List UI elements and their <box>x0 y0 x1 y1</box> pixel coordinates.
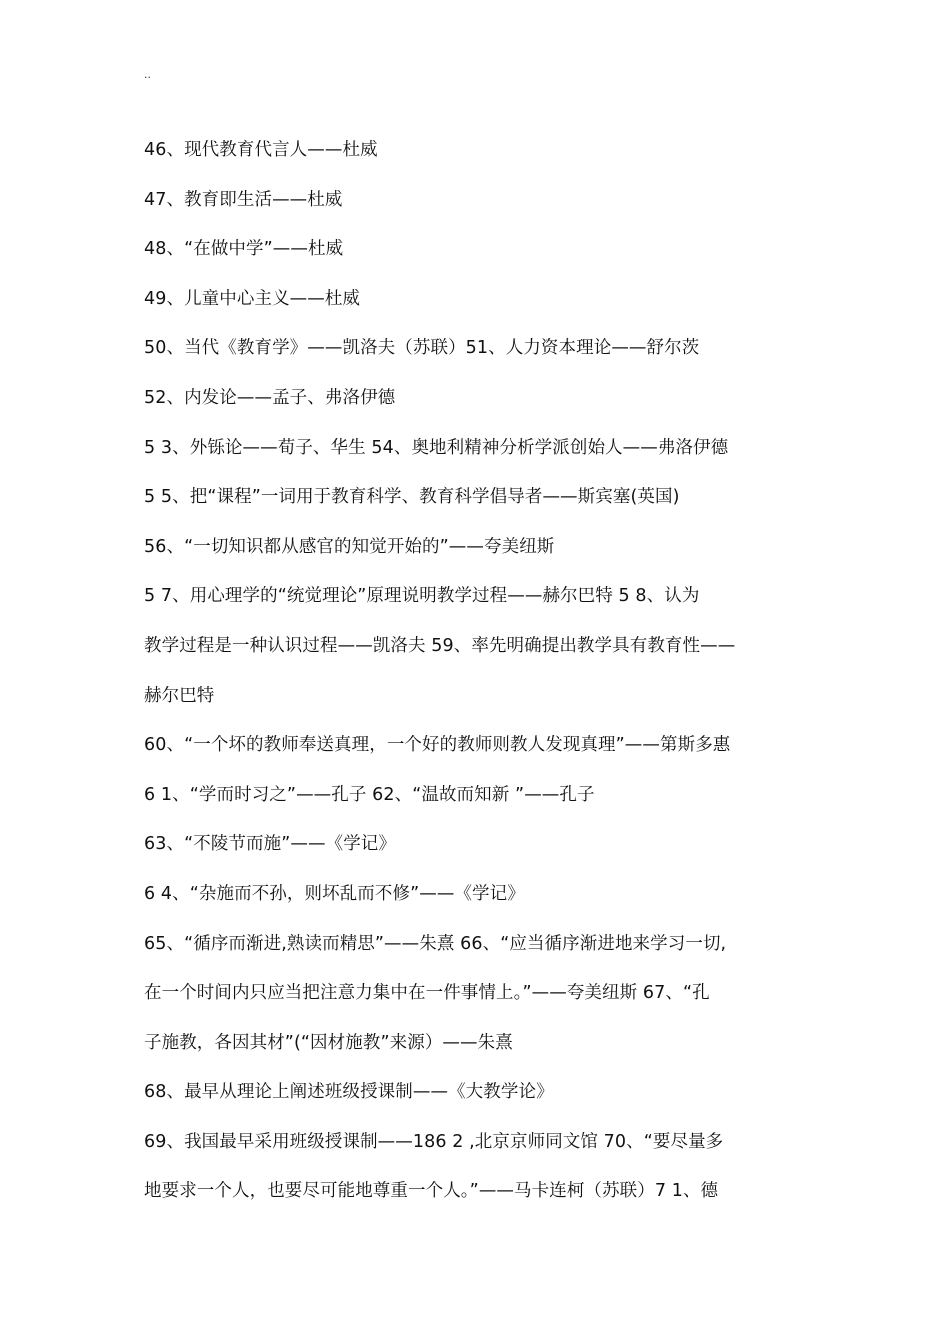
text-line: 在一个时间内只应当把注意力集中在一件事情上。”——夸美纽斯 67、“孔 <box>144 983 710 1004</box>
text-line: 5 5、把“课程”一词用于教育科学、教育科学倡导者——斯宾塞(英国) <box>144 487 680 508</box>
text-line: 65、“循序而渐进,熟读而精思”——朱熹 66、“应当循序渐进地来学习一切, <box>144 933 727 954</box>
text-line: 63、“不陵节而施”——《学记》 <box>144 834 396 855</box>
text-line: 46、现代教育代言人——杜威 <box>144 140 378 160</box>
text-line: 56、“一切知识都从感官的知觉开始的”——夸美纽斯 <box>144 536 555 557</box>
text-line: 赫尔巴特 <box>144 685 215 706</box>
header-mark: .. <box>144 68 151 81</box>
text-line: 5 3、外铄论——荀子、华生 54、奥地利精神分析学派创始人——弗洛伊德 <box>144 437 729 458</box>
text-line: 69、我国最早采用班级授课制——186 2 ,北京京师同文馆 70、“要尽量多 <box>144 1131 724 1152</box>
text-line: 子施教，各因其材”(“因材施教”来源）——朱熹 <box>144 1032 513 1053</box>
text-line: 47、教育即生活——杜威 <box>144 189 343 210</box>
text-line: 地要求一个人，也要尽可能地尊重一个人。”——马卡连柯（苏联）7 1、德 <box>144 1181 719 1202</box>
text-line: 52、内发论——孟子、弗洛伊德 <box>144 387 396 408</box>
text-line: 教学过程是一种认识过程——凯洛夫 59、率先明确提出教学具有教育性—— <box>144 635 736 656</box>
text-line: 49、儿童中心主义——杜威 <box>144 288 361 309</box>
text-line: 6 1、“学而时习之”——孔子 62、“温故而知新 ”——孔子 <box>144 784 595 805</box>
text-body <box>144 132 824 1223</box>
text-line: 68、最早从理论上阐述班级授课制——《大教学论》 <box>144 1082 554 1103</box>
text-line: 50、当代《教育学》——凯洛夫（苏联）51、人力资本理论——舒尔茨 <box>144 338 700 359</box>
text-line: 6 4、“杂施而不孙，则坏乱而不修”——《学记》 <box>144 883 525 904</box>
text-line: 5 7、用心理学的“统觉理论”原理说明教学过程——赫尔巴特 5 8、认为 <box>144 586 700 607</box>
text-line: 48、“在做中学”——杜威 <box>144 239 344 260</box>
text-line: 60、“一个坏的教师奉送真理，一个好的教师则教人发现真理”——第斯多惠 <box>144 735 731 756</box>
